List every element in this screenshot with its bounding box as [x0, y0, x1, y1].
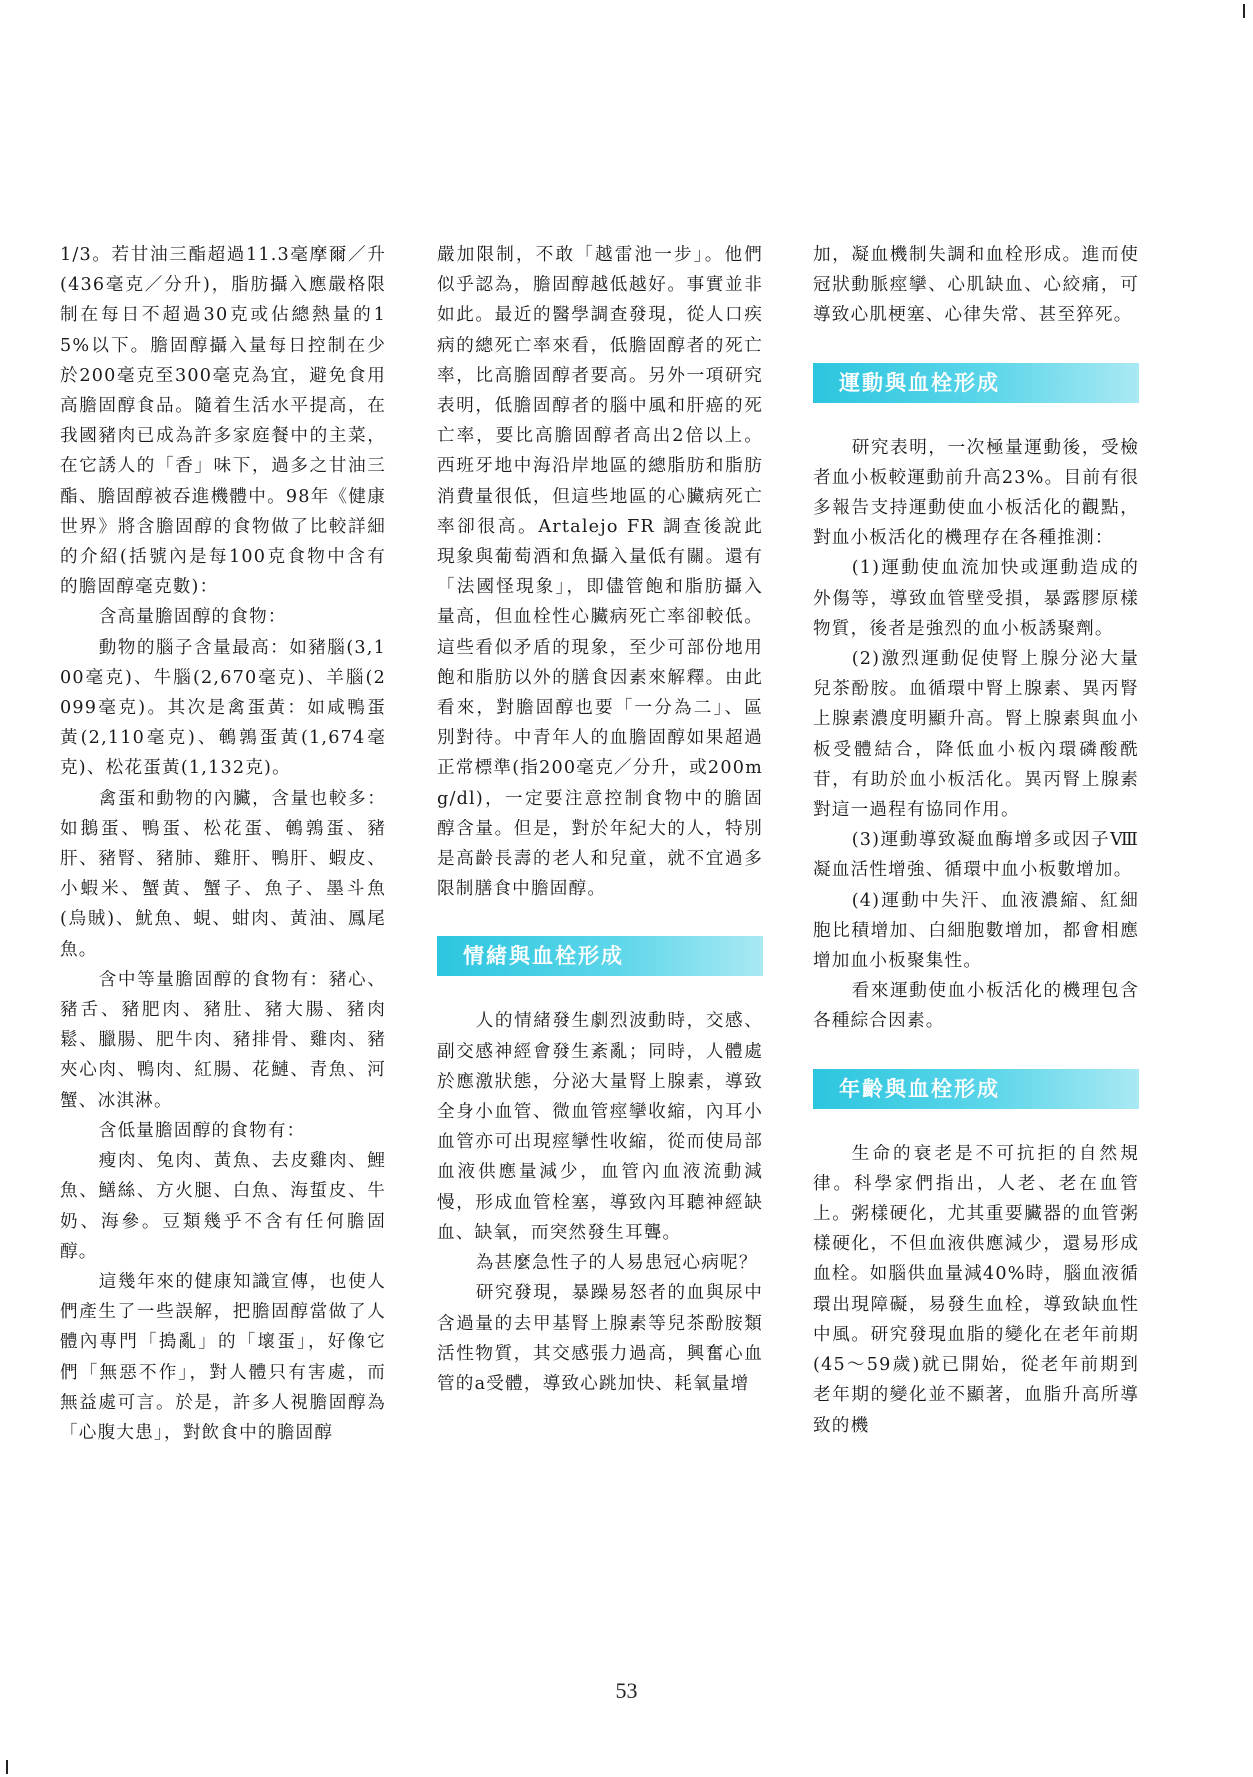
crop-mark-bottom-left	[6, 1760, 8, 1774]
section-heading	[813, 363, 1139, 403]
paragraph: 加，凝血機制失調和血栓形成。進而使冠狀動脈痙攣、心肌缺血、心絞痛，可導致心肌梗塞、心律失常、甚至猝死。	[813, 245, 1139, 326]
paragraph: (2)激烈運動促使腎上腺分泌大量兒茶酚胺。血循環中腎上腺素、異丙腎上腺素濃度明顯升高。腎上腺素與血小板受體結合，降低血小板內環磷酸酰苷，有助於血小板活化。異丙腎上腺素對這一過程有協同作用。	[813, 649, 1139, 821]
paragraph: (1)運動使血流加快或運動造成的外傷等，導致血管壁受損，暴露膠原樣物質，後者是強烈的血小板誘聚劑。	[813, 558, 1139, 639]
paragraph: 看來運動使血小板活化的機理包含各種綜合因素。	[813, 981, 1139, 1032]
text-column-1	[60, 240, 386, 1448]
paragraph: 生命的衰老是不可抗拒的自然規律。科學家們指出，人老、老在血管上。粥樣硬化，尤其重要臟器的血管粥樣硬化，不但血液供應減少，還易形成血栓。如腦供血量減40%時，腦血液循環出現障礙，易發生血栓，導致缺血性中風。研究發現血脂的變化在老年前期(45～59歲)就已開始，從老年前期到老年期的變化並不顯著，血脂升高所導致的機	[813, 1143, 1139, 1436]
paragraph: 動物的腦子含量最高：如豬腦(3,100毫克)、牛腦(2,670毫克)、羊腦(2099毫克)。其次是禽蛋黃：如咸鴨蛋黃(2,110毫克)、鵪鶉蛋黃(1,674毫克)、松花蛋黃(1,132克)。	[60, 637, 386, 779]
paragraph: 1/3。若甘油三酯超過11.3毫摩爾／升(436毫克／分升)，脂肪攝入應嚴格限制在每日不超過30克或佔總熱量的15%以下。膽固醇攝入量每日控制在少於200毫克至300毫克為宜，避免食用高膽固醇食品。隨着生活水平提高，在我國豬肉已成為許多家庭餐中的主菜，在它誘人的「香」味下，過多之甘油三酯、膽固醇被吞進機體中。98年《健康世界》將含膽固醇的食物做了比較詳細的介紹(括號內是每100克食物中含有的膽固醇毫克數)：	[60, 245, 386, 598]
paragraph: 研究表明，一次極量運動後，受檢者血小板較運動前升高23%。目前有很多報告支持運動使血小板活化的觀點，對血小板活化的機理存在各種推測：	[813, 437, 1139, 549]
page-number: 53	[615, 1678, 638, 1703]
paragraph: (3)運動導致凝血酶增多或因子Ⅷ凝血活性增強、循環中血小板數增加。	[813, 830, 1139, 881]
paragraph: 人的情緒發生劇烈波動時，交感、副交感神經會發生紊亂；同時，人體處於應激狀態，分泌大量腎上腺素，導致全身小血管、微血管痙攣收縮，內耳小血管亦可出現痙攣性收縮，從而使局部血液供應量減少，血管內血液流動減慢，形成血管栓塞，導致內耳聽神經缺血、缺氧，而突然發生耳聾。	[437, 1011, 763, 1243]
crop-mark-top-right	[1243, 4, 1245, 18]
section-heading-text: 年齡與血栓形成	[839, 1076, 1000, 1101]
section-heading	[813, 1069, 1139, 1109]
paragraph: 這幾年來的健康知識宣傳，也使人們產生了一些誤解，把膽固醇當做了人體內專門「搗亂」的「壞蛋」，好像它們「無惡不作」，對人體只有害處，而無益處可言。於是，許多人視膽固醇為「心腹大患」，對飲食中的膽固醇	[60, 1271, 386, 1443]
section-heading-text: 情緒與血栓形成	[463, 944, 624, 969]
text-column-2	[437, 240, 763, 1399]
paragraph: 嚴加限制，不敢「越雷池一步」。他們似乎認為，膽固醇越低越好。事實並非如此。最近的醫學調查發現，從人口疾病的總死亡率來看，低膽固醇者的死亡率，比高膽固醇者要高。另外一項研究表明，低膽固醇者的腦中風和肝癌的死亡率，要比高膽固醇者高出2倍以上。西班牙地中海沿岸地區的總脂肪和脂肪消費量很低，但這些地區的心臟病死亡率卻很高。Artalejo FR 調查後說此現象與葡萄酒和魚攝入量低有關。還有「法國怪現象」，即儘管飽和脂肪攝入量高，但血栓性心臟病死亡率卻較低。這些看似矛盾的現象，至少可部份地用飽和脂肪以外的膳食因素來解釋。由此看來，對膽固醇也要「一分為二」、區別對待。中青年人的血膽固醇如果超過正常標準(指200毫克／分升，或200mg/dl)，一定要注意控制食物中的膽固醇含量。但是，對於年紀大的人，特別是高齡長壽的老人和兒童，就不宜過多限制膳食中膽固醇。	[437, 245, 763, 900]
section-heading	[437, 936, 763, 976]
paragraph: 研究發現，暴躁易怒者的血與尿中含過量的去甲基腎上腺素等兒茶酚胺類活性物質，其交感張力過高，興奮心血管的a受體，導致心跳加快、耗氧量增	[437, 1283, 763, 1394]
paragraph: 瘦肉、兔肉、黃魚、去皮雞肉、鯉魚、鱔絲、方火腿、白魚、海蜇皮、牛奶、海參。豆類幾乎不含有任何膽固醇。	[60, 1151, 386, 1262]
paragraph: 為甚麼急性子的人易患冠心病呢？	[475, 1253, 758, 1274]
paragraph: 含中等量膽固醇的食物有：豬心、豬舌、豬肥肉、豬肚、豬大腸、豬肉鬆、臘腸、肥牛肉、豬排骨、雞肉、豬夾心肉、鴨肉、紅腸、花鰱、青魚、河蟹、冰淇淋。	[60, 969, 386, 1111]
text-column-3	[813, 240, 1139, 1441]
section-heading-text: 運動與血栓形成	[839, 370, 1000, 395]
paragraph: 禽蛋和動物的內臟，含量也較多：如鵝蛋、鴨蛋、松花蛋、鵪鶉蛋、豬肝、豬腎、豬肺、雞肝、鴨肝、蝦皮、小蝦米、蟹黃、蟹子、魚子、墨斗魚(烏賊)、魷魚、蜆、蚶肉、黃油、鳳尾魚。	[60, 788, 386, 960]
paragraph: (4)運動中失汗、血液濃縮、紅細胞比積增加、白細胞數增加，都會相應增加血小板聚集性。	[813, 890, 1139, 972]
paragraph: 含高量膽固醇的食物：	[98, 607, 287, 628]
paragraph: 含低量膽固醇的食物有：	[98, 1120, 306, 1141]
